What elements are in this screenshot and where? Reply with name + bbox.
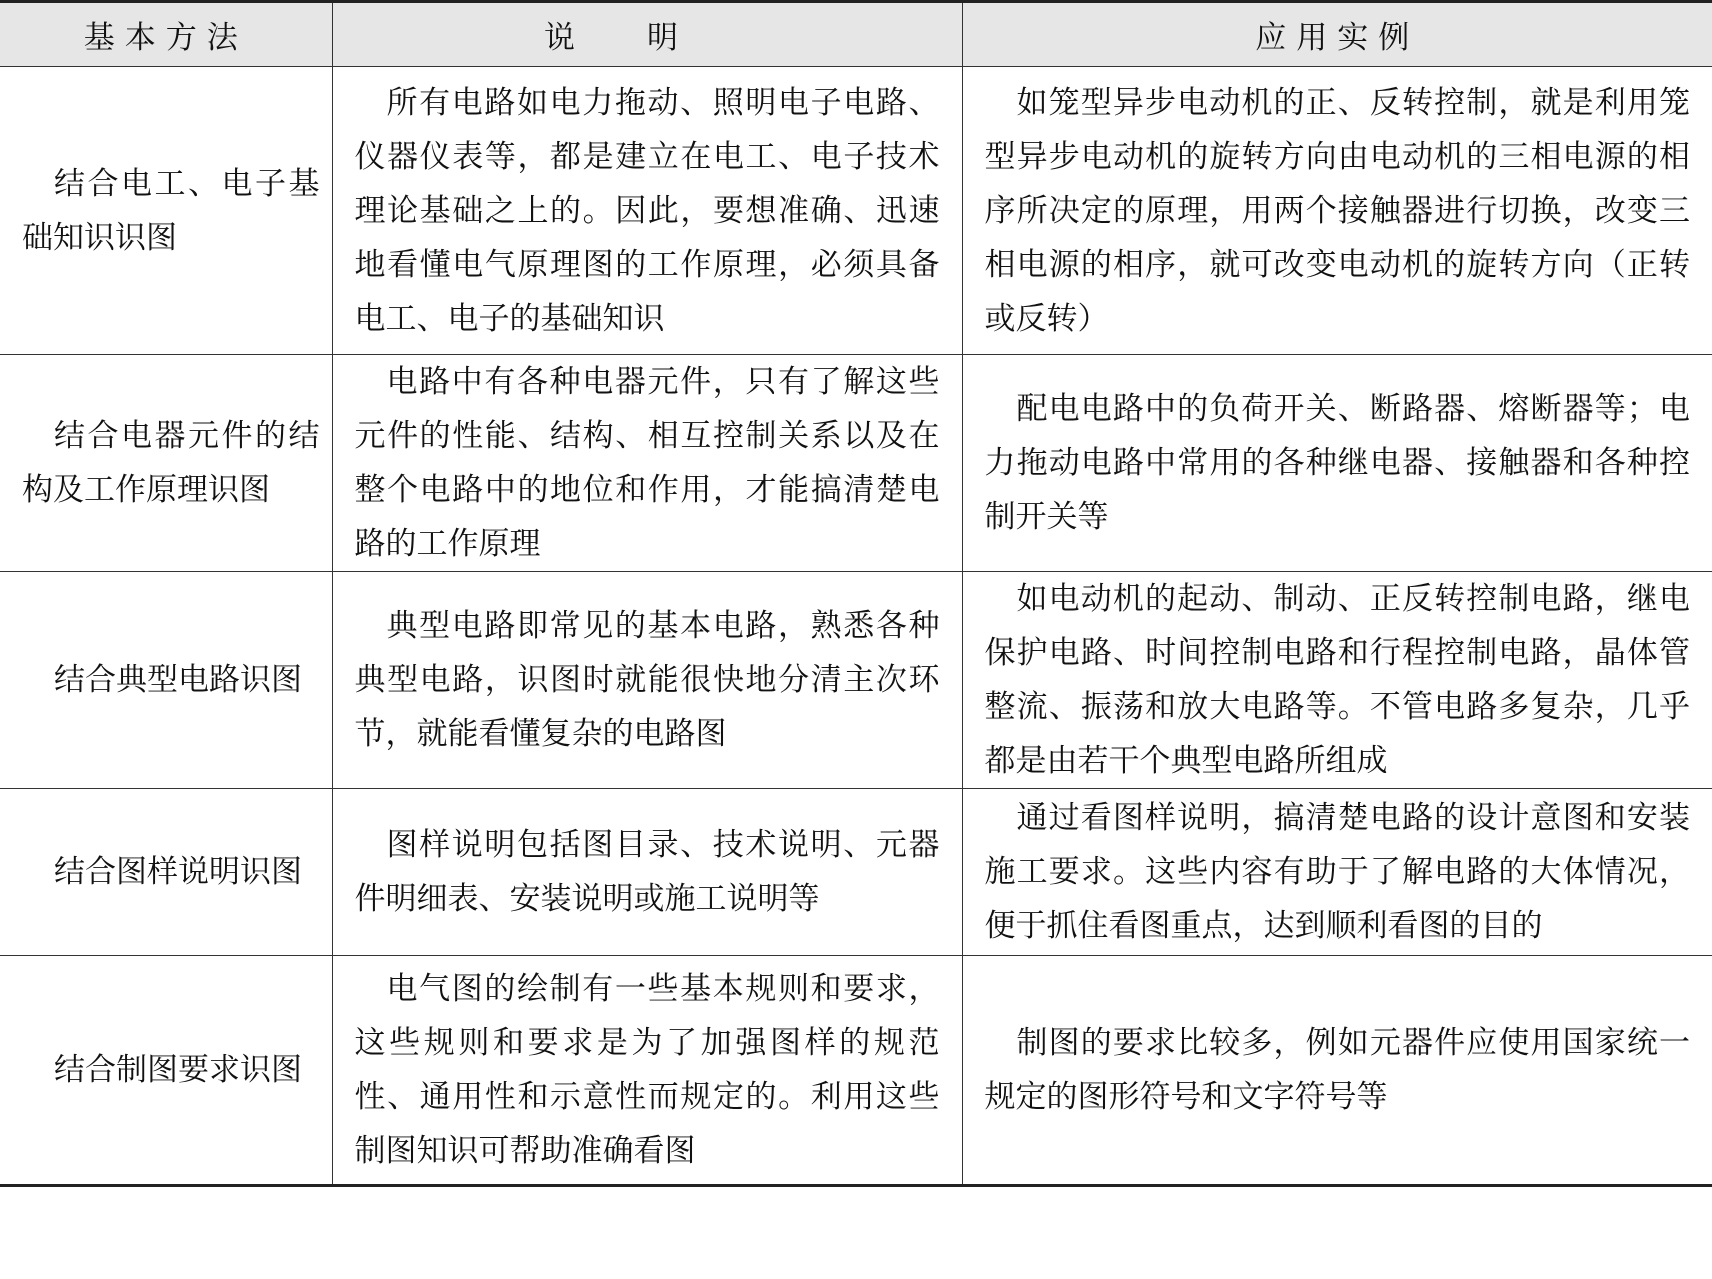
example-cell [962,572,1712,789]
description-text: 所有电路如电力拖动、照明电子电路、仪器仪表等，都是建立在电工、电子技术理论基础之上的。因此，要想准确、迅速地看懂电气原理图的工作原理，必须具备电工、电子的基础知识 [354,84,940,337]
method-text: 结合电工、电子基础知识识图 [22,165,320,256]
method-text: 结合制图要求识图 [54,1052,302,1088]
description-cell [332,789,962,956]
example-cell [962,355,1712,572]
example-text: 如笼型异步电动机的正、反转控制，就是利用笼型异步电动机的旋转方向由电动机的三相电源的相序所决定的原理，用两个接触器进行切换，改变三相电源的相序，就可改变电动机的旋转方向（正转或反转） [984,84,1690,337]
description-cell [332,572,962,789]
example-cell [962,956,1712,1186]
method-text: 结合图样说明识图 [54,854,302,890]
method-cell [0,956,332,1186]
table-header-row [0,2,1712,67]
method-cell [0,67,332,355]
description-cell [332,67,962,355]
description-text: 图样说明包括图目录、技术说明、元器件明细表、安装说明或施工说明等 [354,827,940,917]
description-text: 电路中有各种电器元件，只有了解这些元件的性能、结构、相互控制关系以及在整个电路中的地位和作用，才能搞清楚电路的工作原理 [354,364,940,562]
description-text: 电气图的绘制有一些基本规则和要求，这些规则和要求是为了加强图样的规范性、通用性和示意性而规定的。利用这些制图知识可帮助准确看图 [354,971,940,1169]
example-text: 制图的要求比较多，例如元器件应使用国家统一规定的图形符号和文字符号等 [984,1025,1690,1115]
example-text: 通过看图样说明，搞清楚电路的设计意图和安装施工要求。这些内容有助于了解电路的大体情况，便于抓住看图重点，达到顺利看图的目的 [984,800,1690,944]
method-cell [0,572,332,789]
example-text: 如电动机的起动、制动、正反转控制电路，继电保护电路、时间控制电路和行程控制电路，晶体管整流、振荡和放大电路等。不管电路多复杂，几乎都是由若干个典型电路所组成 [984,581,1690,779]
example-cell [962,789,1712,956]
description-cell [332,956,962,1186]
header-example: 应用实例 [962,2,1712,67]
example-cell [962,67,1712,355]
header-method: 基本方法 [0,2,332,67]
method-text: 结合典型电路识图 [54,662,302,698]
table-row [0,355,1712,572]
table-row [0,67,1712,355]
table-row [0,956,1712,1186]
table-row [0,572,1712,789]
table-row [0,789,1712,956]
method-cell [0,789,332,956]
description-text: 典型电路即常见的基本电路，熟悉各种典型电路，识图时就能很快地分清主次环节，就能看懂复杂的电路图 [354,608,940,752]
description-cell [332,355,962,572]
example-text: 配电电路中的负荷开关、断路器、熔断器等；电力拖动电路中常用的各种继电器、接触器和各种控制开关等 [984,391,1690,535]
method-cell [0,355,332,572]
header-description: 说明 [332,2,962,67]
method-text: 结合电器元件的结构及工作原理识图 [22,418,320,508]
